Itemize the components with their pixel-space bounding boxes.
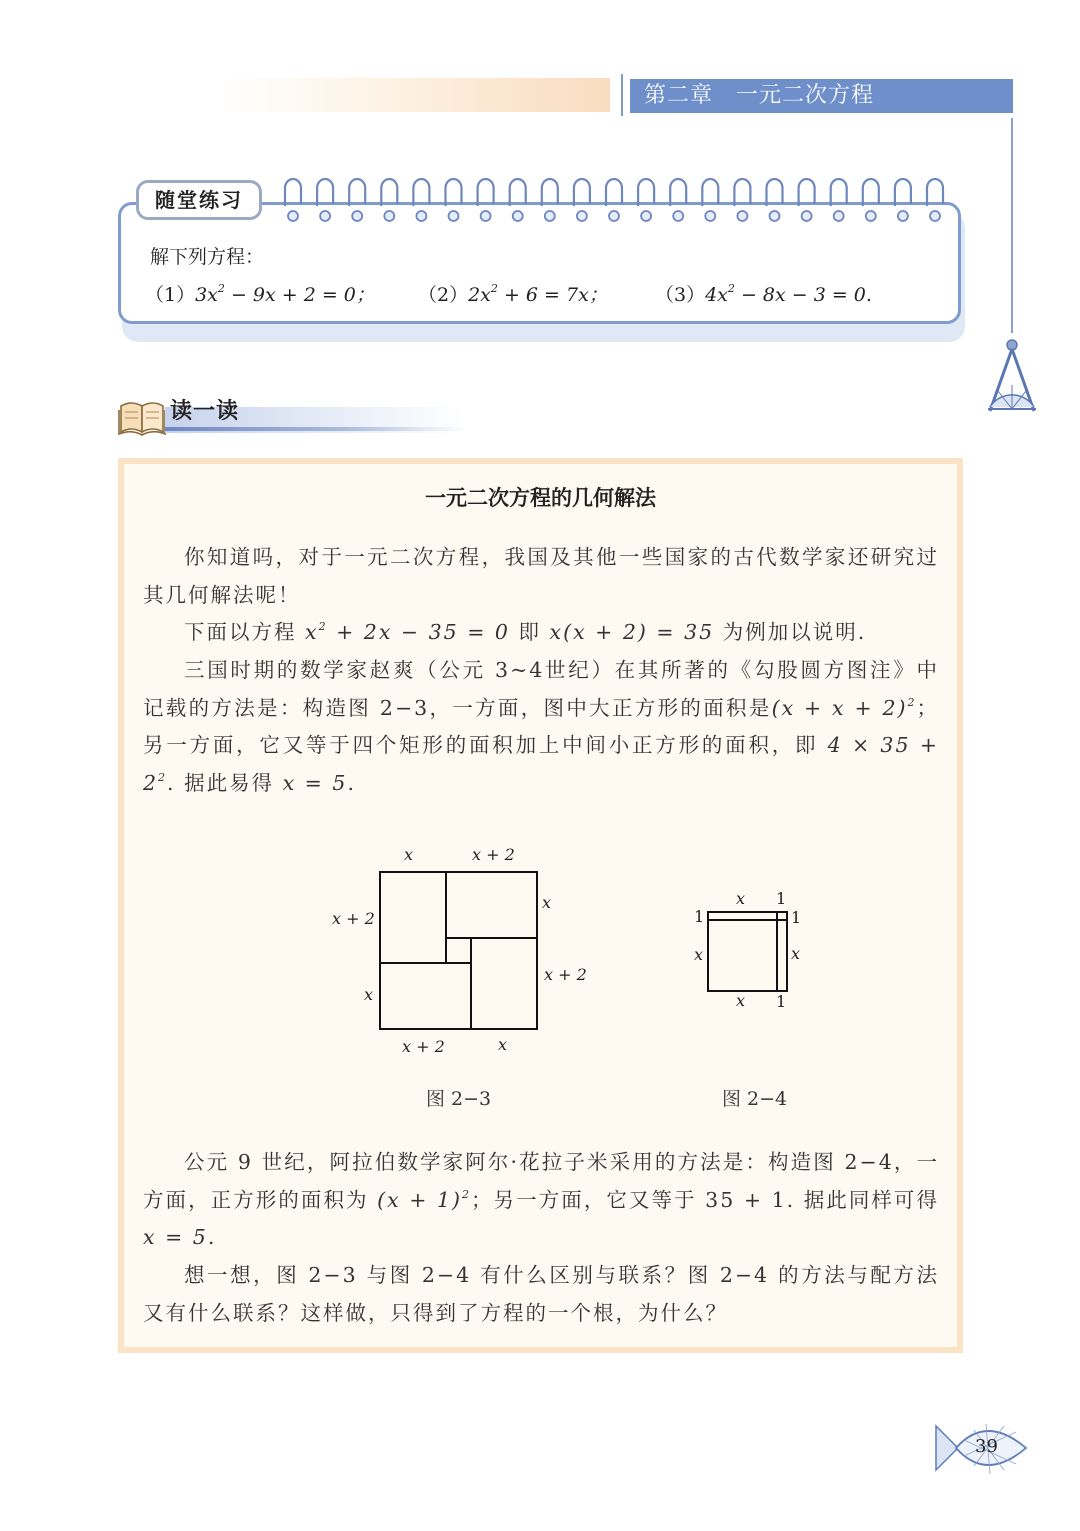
open-book-icon (117, 394, 167, 436)
text-run: ；另一方面，它又等于 35 + 1. 据此同样可得 (471, 1187, 939, 1212)
label-bottom-right: x (498, 1035, 508, 1054)
text-run: 下面以方程 (184, 620, 306, 644)
ring-icon (863, 179, 879, 221)
equation: x = 5 (143, 1225, 208, 1250)
equation: x(x + 2) = 35 (549, 620, 715, 644)
equation: x = 5 (282, 771, 348, 796)
text-run: 为例加以说明. (714, 620, 867, 644)
equation: $(x + x + 2)^2$ (771, 695, 917, 720)
label-bottom-1: 1 (776, 992, 787, 1011)
text-run: ；另一方面，它又等于四个矩形的面积加上中间小正方形的面积，即 (143, 695, 939, 758)
outer-square (380, 872, 537, 1029)
inner-square (708, 920, 777, 991)
figure-2-3 (320, 838, 600, 1060)
rect-bottom-left (380, 963, 471, 1029)
header-gradient (220, 78, 610, 112)
item-number: （3） (655, 284, 706, 306)
practice-instruction: 解下列方程： (150, 246, 265, 268)
text-run: 三国时期的数学家赵爽（公元 3~4世纪）在其所著的《勾股圆方图注》中记载的方法是：构造图 2−3，一方面，图中大正方形的面积是 (143, 658, 939, 720)
paragraph-1: 你知道吗，对于一元二次方程，我国及其他一些国家的古代数学家还研究过其几何解法呢！ (143, 545, 939, 607)
ring-icon (638, 179, 654, 221)
paragraph-5: 想一想，图 2−3 与图 2−4 有什么区别与联系？图 2−4 的方法与配方法又有什么联系？这样做，只得到了方程的一个根，为什么？ (143, 1263, 939, 1325)
paragraph-3: 三国时期的数学家赵爽（公元 3~4世纪）在其所著的《勾股圆方图注》中记载的方法是：构造图 2−3，一方面，图中大正方形的面积是$(x + x + 2)^2$；另一方面，它又等于四个矩形的面积加上中间小正方形的面积，即 $4 \times 35 + 2^2$. 据此易得 x = 5. (143, 658, 939, 796)
label-bottom-x: x (736, 991, 746, 1010)
ring-icon (510, 179, 526, 221)
label-top-x: x (736, 889, 746, 908)
ring-icon (478, 179, 494, 221)
compass-icon (980, 335, 1044, 417)
ring-icon (349, 179, 365, 221)
item-equation: $4x^2 - 8x - 3 = 0$. (705, 282, 872, 306)
reading-section-title: 读一读 (170, 399, 240, 424)
label-top-1: 1 (776, 889, 787, 908)
figure-2-4-caption: 图 2−4 (722, 1088, 788, 1110)
item-number: （2） (418, 284, 469, 306)
rect-bottom-right (471, 938, 537, 1029)
figure-2-3-caption: 图 2−3 (426, 1088, 492, 1110)
ring-icon (799, 179, 815, 221)
label-left-1: 1 (694, 907, 705, 926)
label-right-top: x (542, 893, 552, 912)
ring-icon (381, 179, 397, 221)
ring-icon (446, 179, 462, 221)
ring-icon (574, 179, 590, 221)
text-run: 即 (509, 620, 550, 644)
ring-icon (606, 179, 622, 221)
chapter-title: 第二章 一元二次方程 (630, 79, 1013, 113)
practice-item-3 (655, 280, 872, 307)
spiral-rings (278, 172, 958, 228)
outer-square (708, 912, 787, 991)
figure-2-4 (680, 885, 810, 1015)
rect-top-left (380, 872, 446, 963)
practice-item-2 (418, 280, 608, 307)
equation: $4 \times 35 + 2^2$ (143, 733, 939, 796)
ring-icon (542, 179, 558, 221)
label-bottom-left: x + 2 (402, 1037, 445, 1056)
label-right-bottom: x + 2 (544, 965, 587, 984)
ring-icon (734, 179, 750, 221)
center-square (446, 938, 471, 963)
margin-line (1011, 118, 1013, 333)
item-equation: $2x^2 + 6 = 7x$； (468, 282, 608, 306)
ring-icon (831, 179, 847, 221)
ring-icon (413, 179, 429, 221)
reading-heading: 一元二次方程的几何解法 (425, 486, 656, 510)
ring-icon (895, 179, 911, 221)
label-left-x: x (694, 945, 704, 964)
ring-icon (317, 179, 333, 221)
ring-icon (767, 179, 783, 221)
item-number: （1） (145, 284, 196, 306)
paragraph-2 (143, 614, 939, 652)
rect-top-right (446, 872, 537, 938)
ring-icon (927, 179, 943, 221)
ring-icon (702, 179, 718, 221)
item-equation: $3x^2 - 9x + 2 = 0$； (195, 282, 375, 306)
page-number: 39 (975, 1436, 998, 1457)
label-top-left: x (404, 845, 414, 864)
header-divider (621, 74, 623, 116)
ring-icon (285, 179, 301, 221)
equation: $x^2 + 2x - 35 = 0$ (305, 620, 510, 644)
label-right-1: 1 (791, 908, 802, 927)
label-right-x: x (791, 944, 801, 963)
label-left-top: x + 2 (332, 909, 375, 928)
label-left-bottom: x (364, 985, 374, 1004)
paragraph-4: 公元 9 世纪，阿拉伯数学家阿尔·花拉子米采用的方法是：构造图 2−4，一方面，正方形的面积为 $(x + 1)^2$；另一方面，它又等于 35 + 1. 据此同样可得 x = 5. (143, 1150, 939, 1250)
practice-item-1 (145, 280, 375, 307)
text-run: . 据此易得 (167, 771, 283, 796)
reading-title-underline (165, 427, 465, 431)
text-run: 公元 9 世纪，阿拉伯数学家阿尔·花拉子米采用的方法是：构造图 2−4，一方面，正方形的面积为 (143, 1150, 939, 1212)
equation: $(x + 1)^2$ (377, 1187, 472, 1212)
label-top-right: x + 2 (472, 845, 515, 864)
ring-icon (670, 179, 686, 221)
practice-label: 随堂练习 (136, 180, 262, 220)
